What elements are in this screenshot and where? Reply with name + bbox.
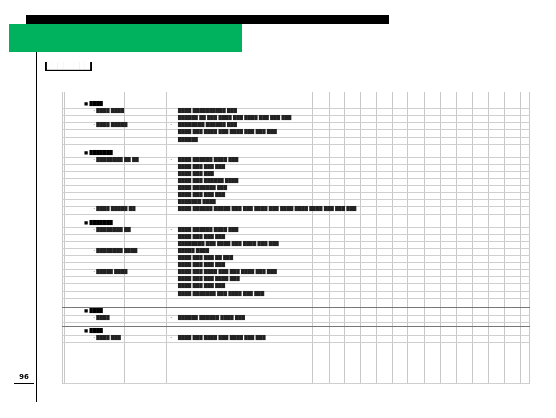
row-text: ████ ██████████ ███ bbox=[178, 109, 237, 115]
grid-row-line bbox=[62, 291, 530, 292]
row-label: ・████ █████ ██ bbox=[92, 207, 136, 213]
row-text: ████████ ██████ ███ bbox=[178, 123, 237, 129]
row-label: ・████ ███ bbox=[92, 335, 121, 341]
top-black-bar bbox=[26, 15, 389, 24]
chapter-green-band bbox=[9, 24, 242, 52]
row-text: ████████ ███ ████ ███ ████ ███ ███ bbox=[178, 241, 279, 247]
row-text: ████ ███ ███ bbox=[178, 171, 214, 177]
grid-row-line bbox=[62, 326, 530, 327]
row-text: ████ ███████ ███ bbox=[178, 186, 227, 192]
row-label: ・█████ ████ bbox=[92, 270, 128, 276]
grid-row-line bbox=[62, 276, 530, 277]
grid-row-line bbox=[62, 199, 530, 200]
section-heading: ■ ████ bbox=[84, 308, 103, 314]
section-heading: ■ ███████ bbox=[84, 220, 113, 226]
grid-row-line bbox=[62, 315, 530, 316]
grid-row-line bbox=[62, 298, 530, 299]
row-text: ████ ██████ ████ ███ bbox=[178, 157, 239, 163]
grid-row-line bbox=[62, 164, 530, 165]
row-text: ████ ███ ██████ ████ bbox=[178, 179, 239, 184]
row-text: ████ ███████ ███ ████ ███ ███ bbox=[178, 291, 265, 297]
grid-row-line bbox=[62, 115, 530, 116]
row-text: ██████ ██ ███ ████ ███ ████ ███ ███ ███ bbox=[178, 116, 292, 122]
grid-row-line bbox=[62, 322, 530, 323]
row-text: ████ ███ ███ ███ bbox=[178, 284, 226, 290]
content-table bbox=[62, 92, 530, 384]
row-label: ・████████ ██ bbox=[92, 227, 131, 233]
page-number: 96 bbox=[14, 371, 34, 384]
grid-row-line bbox=[62, 255, 530, 256]
section-heading: ■ ████ bbox=[84, 328, 103, 334]
row-text: ██████ bbox=[178, 137, 198, 143]
row-text: ███████ ████ bbox=[178, 200, 216, 206]
row-label: ・████████ ██ ██ bbox=[92, 157, 139, 163]
grid-row-line bbox=[62, 342, 530, 343]
grid-row-line bbox=[62, 283, 530, 284]
grid-row-line bbox=[62, 269, 530, 270]
row-text: ████ ███ ███ ███ bbox=[178, 263, 226, 269]
section-heading: ■ ████ bbox=[84, 102, 103, 107]
grid-row-line bbox=[62, 178, 530, 179]
grid-row-line bbox=[62, 262, 530, 263]
row-bullet: ・ bbox=[169, 227, 174, 233]
row-text: ████ ██████ █████ ███ ███ ████ ███ ████ ████ ████ ███ ███ ███ bbox=[178, 207, 357, 213]
grid-row-line bbox=[62, 307, 530, 308]
row-text: ████ ███ ███ ███ bbox=[178, 164, 226, 170]
chapter-label: ████████ bbox=[47, 62, 91, 70]
row-label: ・████ █████ bbox=[92, 123, 128, 129]
grid-row-line bbox=[62, 383, 530, 384]
row-text: █████ ████ bbox=[178, 248, 210, 254]
row-label: ・████ bbox=[92, 315, 110, 321]
row-text: ████ ███ ████ ███ ███ ████ ███ ███ bbox=[178, 270, 277, 276]
grid-row-line bbox=[62, 137, 530, 138]
row-bullet: ・ bbox=[169, 123, 174, 129]
row-bullet: ・ bbox=[169, 315, 174, 321]
grid-row-line bbox=[62, 185, 530, 186]
grid-row-line bbox=[62, 234, 530, 235]
left-margin-rule bbox=[36, 52, 37, 402]
row-bullet: ・ bbox=[169, 335, 174, 341]
grid-row-line bbox=[62, 227, 530, 228]
grid-row-line bbox=[62, 122, 530, 123]
row-text: ████ ███ ███ ████ ███ bbox=[178, 277, 240, 283]
grid-row-line bbox=[62, 129, 530, 130]
section-heading: ■ ███████ bbox=[84, 150, 113, 156]
row-label: ・████ ████ bbox=[92, 109, 125, 115]
row-text: ████ ██████ ████ ███ bbox=[178, 227, 239, 233]
grid-row-line bbox=[62, 192, 530, 193]
row-text: ████ ███ ████ ███ ████ ███ ███ bbox=[178, 335, 266, 341]
row-label: ・████████ ████ bbox=[92, 248, 138, 254]
row-text: ████ ███ ███ ███ bbox=[178, 234, 226, 240]
grid-row-line bbox=[62, 171, 530, 172]
row-text: ████ ███ ███ ██ ███ bbox=[178, 256, 234, 261]
grid-row-line bbox=[62, 241, 530, 242]
row-text: ████ ███ ███ ███ bbox=[178, 193, 226, 199]
grid-row-line bbox=[62, 214, 530, 215]
grid-row-line bbox=[62, 144, 530, 145]
grid-row-line bbox=[62, 335, 530, 336]
row-bullet: ・ bbox=[169, 157, 174, 163]
grid-row-line bbox=[62, 108, 530, 109]
row-text: ████ ███ ████ ███ ████ ███ ███ ███ bbox=[178, 130, 277, 136]
row-text: ██████ ██████ ████ ███ bbox=[178, 315, 245, 321]
